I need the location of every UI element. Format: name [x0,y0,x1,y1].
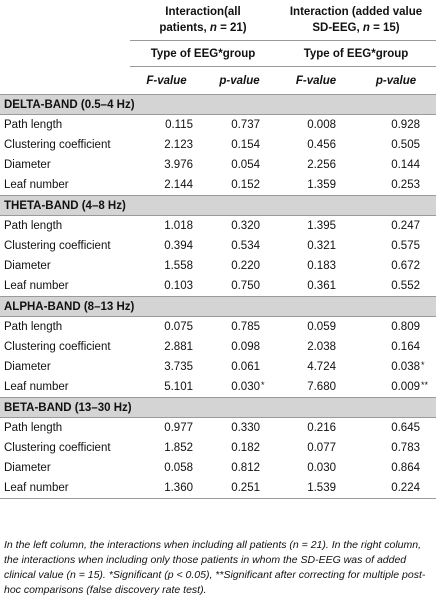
header-right-group: Interaction (added value SD-EEG, n = 15) [276,0,436,41]
f-value-all: 1.852 [164,442,193,454]
p-value-added: 0.672 [391,260,420,272]
table-row [0,115,436,136]
p-value-all: 0.152 [231,179,260,191]
p-value-added: 0.247 [391,220,420,232]
f-value-added: 0.008 [307,119,336,131]
band-header-row [0,297,436,317]
row-label: Leaf number [4,179,69,191]
f-value-added: 0.361 [307,280,336,292]
f-value-all: 1.558 [164,260,193,272]
f-value-added: 7.680 [307,381,336,393]
p-value-added: 0.253 [391,179,420,191]
header-row-type [0,41,436,67]
table-row [0,175,436,196]
f-value-added: 0.077 [307,442,336,454]
p-value-all: 0.054 [231,159,260,171]
p-value-all: 0.251 [203,478,276,499]
table-row [0,216,436,237]
f-value-all: 2.144 [164,179,193,191]
p-value-all: 0.154 [231,139,260,151]
header-type-left: Type of EEG*group [130,41,276,67]
f-value-all: 0.058 [164,462,193,474]
f-value-all: 2.881 [164,341,193,353]
band-header-row [0,196,436,216]
table-row [0,135,436,155]
p-value-added: 0.783 [391,442,420,454]
f-value-added: 1.395 [307,220,336,232]
p-value-all: 0.534 [231,240,260,252]
p-value-all: 0.030 * [231,380,265,393]
f-value-added: 0.059 [307,321,336,333]
header-f-value-left: F-value [146,74,187,87]
band-header-row [0,398,436,418]
f-value-added: 0.216 [307,422,336,434]
table-footnote: In the left column, the interactions when including all patients (n = 21). In the right column, the interactions when including only those patients in whom the SD-EEG was of added clinical value (n = 15). *Significant (p < 0.05), **Significant after correcting for multiple post-hoc comparisons (false discovery rate test). [4,539,426,596]
p-value-added: 0.864 [391,462,420,474]
band-title: ALPHA-BAND (8–13 Hz) [0,297,436,317]
f-value-added: 0.321 [307,240,336,252]
p-value-all: 0.098 [231,341,260,353]
table-row [0,276,436,297]
f-value-all: 1.018 [164,220,193,232]
f-value-all: 0.115 [165,119,193,131]
p-value-added: 0.552 [391,280,420,292]
p-value-added: 0.009 ** [391,380,429,393]
band-header-row [0,95,436,115]
header-f-value-right: F-value [295,74,337,87]
table-row [0,357,436,377]
row-label: Clustering coefficient [4,139,111,151]
p-value-added: 0.575 [391,240,420,252]
table-row [0,438,436,458]
header-row-groups [0,0,436,41]
p-value-added: 0.645 [391,422,420,434]
f-value-added: 0.183 [307,260,336,272]
f-value-added: 1.359 [307,179,336,191]
f-value-all: 0.394 [164,240,193,252]
row-label: Clustering coefficient [4,341,111,353]
f-value-added: 2.038 [307,341,336,353]
p-value-all: 0.320 [231,220,260,232]
table-row [0,155,436,175]
f-value-added: 4.724 [307,361,336,373]
table-row [0,256,436,276]
header-type-right: Type of EEG*group [276,41,436,67]
row-label: Leaf number [4,381,69,393]
f-value-added: 0.456 [307,139,336,151]
band-title: BETA-BAND (13–30 Hz) [0,398,436,418]
row-label: Path length [4,220,63,232]
significance-mark: * [421,360,425,370]
row-label: Diameter [4,260,51,272]
p-value-all: 0.061 [231,361,260,373]
row-label: Clustering coefficient [4,240,111,252]
p-value-added: 0.505 [391,139,420,151]
p-value-added: 0.164 [391,341,420,353]
row-label: Leaf number [0,478,130,499]
row-label: Leaf number [4,280,69,292]
f-value-all: 0.977 [164,422,193,434]
header-blank [0,67,130,95]
significance-mark: * [261,380,265,390]
table-row [0,458,436,478]
significance-mark: ** [421,380,429,390]
header-p-value-right: p-value [375,74,417,87]
header-row-stats [0,67,436,95]
f-value-added: 2.256 [307,159,336,171]
table-row [0,418,436,439]
f-value-all: 0.075 [164,321,193,333]
f-value-all: 3.735 [164,361,193,373]
header-blank [0,0,130,41]
p-value-all: 0.812 [231,462,260,474]
row-label: Diameter [4,361,51,373]
p-value-added: 0.809 [391,321,420,333]
band-title: THETA-BAND (4–8 Hz) [0,196,436,216]
row-label: Clustering coefficient [4,442,111,454]
row-label: Path length [4,321,63,333]
p-value-added: 0.038 * [391,360,425,373]
p-value-all: 0.220 [231,260,260,272]
f-value-all: 1.360 [130,478,203,499]
f-value-all: 2.123 [164,139,193,151]
row-label: Diameter [4,462,51,474]
header-blank [0,41,130,67]
row-label: Path length [4,119,63,131]
row-label: Path length [4,422,63,434]
table-row [0,377,436,398]
p-value-added: 0.224 [356,478,436,499]
band-title: DELTA-BAND (0.5–4 Hz) [0,95,436,115]
p-value-all: 0.737 [231,119,260,131]
f-value-all: 5.101 [164,381,193,393]
f-value-all: 3.976 [164,159,193,171]
header-p-value-left: p-value [219,74,260,87]
f-value-added: 1.539 [276,478,356,499]
p-value-added: 0.928 [391,119,420,131]
f-value-all: 0.103 [164,280,193,292]
table-row [0,236,436,256]
row-label: Diameter [4,159,51,171]
p-value-added: 0.144 [391,159,420,171]
table-row [0,317,436,338]
p-value-all: 0.182 [231,442,260,454]
p-value-all: 0.330 [231,422,260,434]
table-row [0,337,436,357]
table-row [0,478,436,499]
header-left-group: Interaction(all patients, n = 21) [130,0,276,41]
p-value-all: 0.750 [231,280,260,292]
f-value-added: 0.030 [307,462,336,474]
p-value-all: 0.785 [231,321,260,333]
